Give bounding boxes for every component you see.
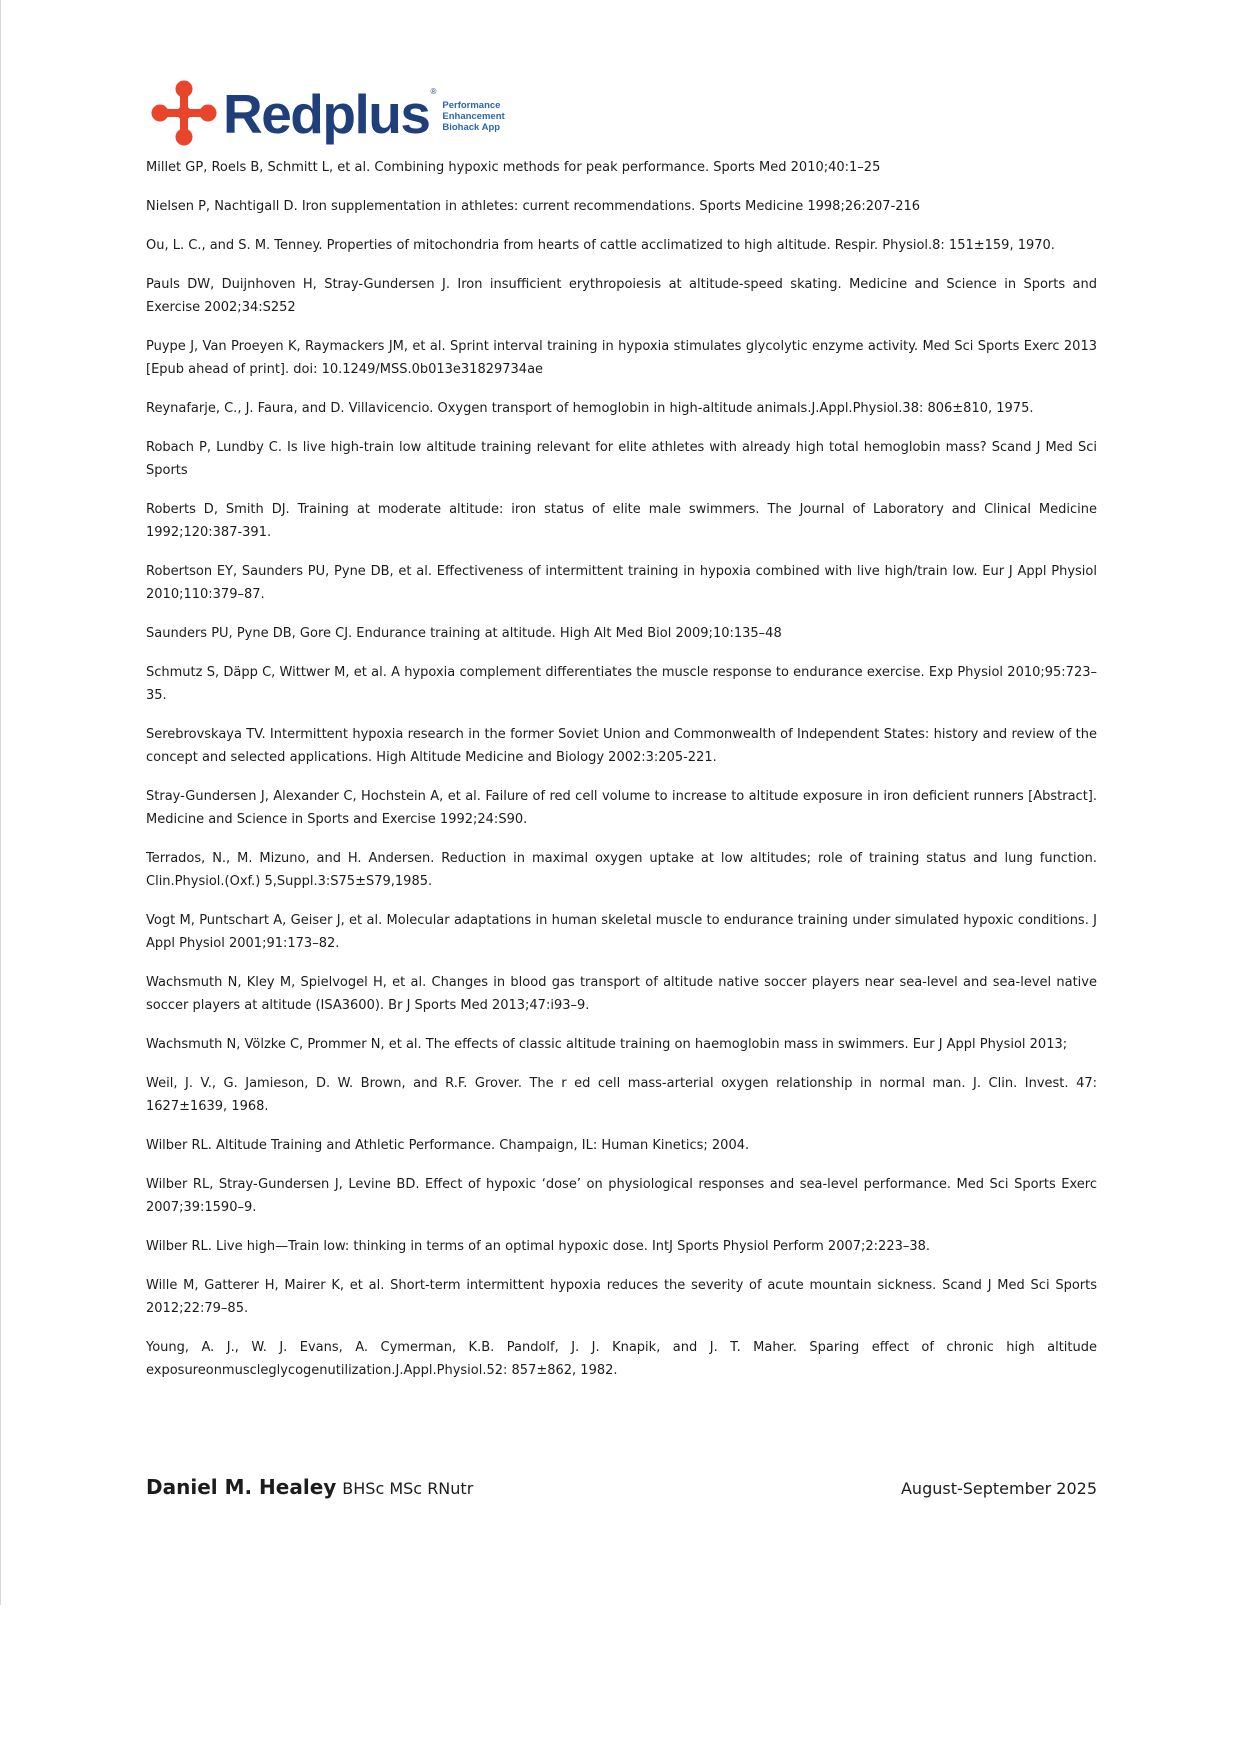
reference-entry: Ou, L. C., and S. M. Tenney. Properties of mitochondria from hearts of cattle acclimatized to high altitude. Respir. Physiol.8: 151±159, 1970. (146, 238, 1055, 253)
reference-entry: Millet GP, Roels B, Schmitt L, et al. Combining hypoxic methods for peak performance. Sports Med 2010;40:1–25 (146, 160, 881, 175)
reference-entry: Saunders PU, Pyne DB, Gore CJ. Endurance training at altitude. High Alt Med Biol 2009;10:135–48 (146, 626, 782, 641)
reference-entry: Wilber RL, Stray-Gundersen J, Levine BD. Effect of hypoxic ‘dose’ on physiological responses and sea-level performance. Med Sci Sports Exerc 2007;39:1590–9. (146, 1177, 1097, 1215)
reference-list (146, 156, 1097, 1398)
reference-entry: Terrados, N., M. Mizuno, and H. Andersen. Reduction in maximal oxygen uptake at low altitudes; role of training status and lung function. Clin.Physiol.(Oxf.) 5,Suppl.3:S75±S79,1985. (146, 851, 1097, 889)
reference-entry: Wachsmuth N, Völzke C, Prommer N, et al. The effects of classic altitude training on haemoglobin mass in swimmers. Eur J Appl Physiol 2013; (146, 1037, 1068, 1052)
logo-tagline (442, 100, 504, 133)
reference-entry: Schmutz S, Däpp C, Wittwer M, et al. A hypoxia complement differentiates the muscle response to endurance exercise. Exp Physiol 2010;95:723–35. (146, 665, 1097, 703)
logo-registered-mark: ® (430, 86, 437, 96)
logo-wordmark: Redplus (223, 82, 430, 145)
logo-tagline-line: Biohack App (442, 121, 501, 133)
reference-entry: Serebrovskaya TV. Intermittent hypoxia research in the former Soviet Union and Commonwealth of Independent States: history and review of the concept and selected applications. High Altitude Medicine and Biology 2002:3:205-221. (146, 727, 1097, 765)
reference-entry: Robach P, Lundby C. Is live high-train low altitude training relevant for elite athletes with already high total hemoglobin mass? Scand J Med Sci Sports (146, 440, 1097, 478)
footer-date: August-September 2025 (900, 1479, 1097, 1498)
redplus-logo (151, 80, 505, 146)
reference-entry: Puype J, Van Proeyen K, Raymackers JM, et al. Sprint interval training in hypoxia stimulates glycolytic enzyme activity. Med Sci Sports Exerc 2013 [Epub ahead of print]. doi: 10.1249/MSS.0b013e31829734ae (146, 339, 1097, 377)
logo-tagline-line: Enhancement (442, 110, 505, 122)
reference-entry: Nielsen P, Nachtigall D. Iron supplementation in athletes: current recommendations. Sports Medicine 1998;26:207-216 (146, 199, 921, 214)
redplus-molecule-cross-icon (151, 80, 217, 146)
reference-entry: Wachsmuth N, Kley M, Spielvogel H, et al. Changes in blood gas transport of altitude native soccer players near sea-level and sea-level native soccer players at altitude (ISA3600). Br J Sports Med 2013;47:i93–9. (146, 975, 1097, 1013)
reference-entry: Stray-Gundersen J, Alexander C, Hochstein A, et al. Failure of red cell volume to increase to altitude exposure in iron deficient runners [Abstract]. Medicine and Science in Sports and Exercise 1992;24:S90. (146, 789, 1097, 827)
reference-entry: Roberts D, Smith DJ. Training at moderate altitude: iron status of elite male swimmers. The Journal of Laboratory and Clinical Medicine 1992;120:387-391. (146, 502, 1097, 540)
reference-entry: Weil, J. V., G. Jamieson, D. W. Brown, and R.F. Grover. The r ed cell mass-arterial oxygen relationship in normal man. J. Clin. Invest. 47: 1627±1639, 1968. (146, 1076, 1097, 1114)
reference-entry: Wilber RL. Altitude Training and Athletic Performance. Champaign, IL: Human Kinetics; 2004. (146, 1138, 750, 1153)
reference-entry: Pauls DW, Duijnhoven H, Stray-Gundersen J. Iron insufficient erythropoiesis at altitude-speed skating. Medicine and Science in Sports and Exercise 2002;34:S252 (146, 277, 1097, 315)
reference-entry: Wille M, Gatterer H, Mairer K, et al. Short-term intermittent hypoxia reduces the severity of acute mountain sickness. Scand J Med Sci Sports 2012;22:79–85. (146, 1278, 1097, 1316)
reference-entry: Reynafarje, C., J. Faura, and D. Villavicencio. Oxygen transport of hemoglobin in high-altitude animals.J.Appl.Physiol.38: 806±810, 1975. (146, 401, 1034, 416)
reference-entry: Vogt M, Puntschart A, Geiser J, et al. Molecular adaptations in human skeletal muscle to endurance training under simulated hypoxic conditions. J Appl Physiol 2001;91:173–82. (146, 913, 1097, 951)
page-footer (146, 1475, 1097, 1499)
reference-entry: Robertson EY, Saunders PU, Pyne DB, et al. Effectiveness of intermittent training in hypoxia combined with live high/train low. Eur J Appl Physiol 2010;110:379–87. (146, 564, 1097, 602)
author-name: Daniel M. Healey (146, 1475, 337, 1499)
reference-entry: Young, A. J., W. J. Evans, A. Cymerman, K.B. Pandolf, J. J. Knapik, and J. T. Maher. Sparing effect of chronic high altitude exposureonmuscleglycogenutilization.J.Appl.Physiol.52: 857±862, 1982. (146, 1340, 1097, 1378)
footer-author (146, 1475, 473, 1499)
logo-tagline-line: Performance (442, 99, 501, 111)
author-qualifications: BHSc MSc RNutr (342, 1479, 474, 1498)
reference-entry: Wilber RL. Live high—Train low: thinking in terms of an optimal hypoxic dose. IntJ Sports Physiol Perform 2007;2:223–38. (146, 1239, 931, 1254)
page-left-edge (0, 0, 1, 1605)
